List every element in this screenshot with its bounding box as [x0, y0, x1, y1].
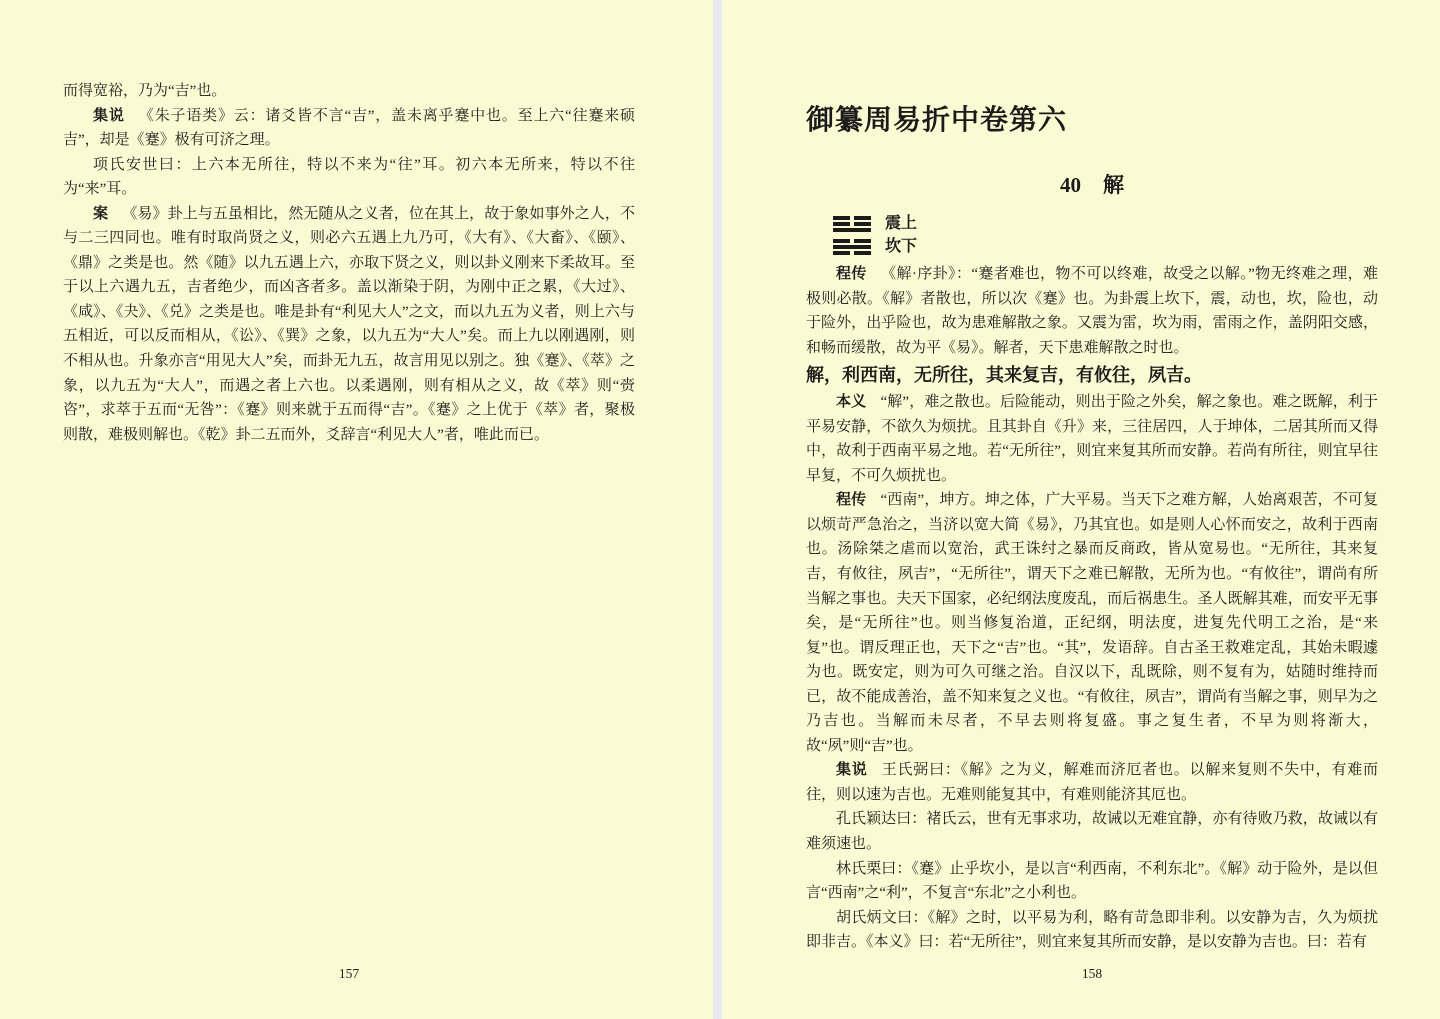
paragraph-label: 本义	[836, 394, 867, 411]
right-page	[806, 104, 1378, 955]
lower-trigram-icon	[833, 239, 871, 255]
paragraph-label: 集说	[836, 762, 868, 779]
upper-trigram-row	[833, 216, 1378, 232]
paragraph-text: 孔氏颖达曰：褚氏云，世有无事求功，故诫以无难宜静，亦有待败乃救，故诫以有难须速也。	[806, 811, 1378, 853]
lower-trigram-row	[833, 239, 1378, 255]
paragraph-label: 程传	[836, 492, 867, 509]
paragraph	[806, 857, 1378, 906]
paragraph-text: 《解·序卦》：“蹇者难也，物不可以终难，故受之以解。”物无终难之理，难极则必散。《解》者散也，所以次《蹇》也。为卦震上坎下，震，动也，坎，险也，动于险外，出乎险也，故为患难解散之象。又震为雷，坎为雨，雷雨之作，盖阴阳交感，和畅而缓散，故为平《易》。解者，天下患难解散之时也。	[806, 266, 1378, 356]
right-page-body	[806, 262, 1378, 955]
page-number-left: 157	[338, 966, 360, 981]
hexagram-block	[833, 216, 1378, 255]
paragraph	[806, 262, 1378, 360]
paragraph	[806, 758, 1378, 807]
paragraph-text: 胡氏炳文曰：《解》之时，以平易为利，略有苛急即非利。以安静为吉，久为烦扰即非吉。《本义》曰：若“无所往”，则宜来复其所而安静，是以安静为吉也。曰：若有	[806, 909, 1378, 951]
page-number-right: 158	[1081, 966, 1103, 981]
chapter-number: 40	[1060, 173, 1081, 197]
paragraph	[63, 104, 635, 153]
paragraph	[806, 906, 1378, 955]
paragraph-text: 《朱子语类》云：诸爻皆不言“吉”，盖未离乎蹇中也。至上六“往蹇来硕吉”，却是《蹇》极有可济之理。	[63, 107, 635, 149]
paragraph-text: 王氏弼曰：《解》之为义，解难而济厄者也。以解来复则不失中，有难而往，则以速为吉也。无难则能复其中，有难则能济其厄也。	[806, 762, 1378, 803]
paragraph	[63, 202, 635, 447]
paragraph-text: 项氏安世曰：上六本无所往，特以不来为“往”耳。初六本无所来，特以不往为“来”耳。	[63, 156, 635, 198]
chapter-heading	[806, 172, 1378, 198]
paragraph-label: 程传	[836, 266, 867, 282]
volume-title: 御纂周易折中卷第六	[806, 105, 1068, 136]
lower-trigram-label: 坎下	[885, 238, 918, 255]
hexagram-statement: 解，利西南，无所往，其来复吉，有攸往，夙吉。	[806, 365, 1202, 386]
left-page	[63, 79, 635, 447]
chapter-name: 解	[1103, 173, 1124, 197]
paragraph-text: “解”，难之散也。后险能动，则出于险之外矣，解之象也。难之既解，利于平易安静，不欲久为烦扰。且其卦自《升》来，三往居四，人于坤体，二居其所而又得中，故利于西南平易之地。若“无所往”，则宜来复其所而安静。若尚有所往，则宜早往早复，不可久烦扰也。	[806, 394, 1378, 484]
paragraph	[806, 807, 1378, 856]
upper-trigram-icon	[833, 216, 871, 232]
paragraph	[63, 79, 635, 104]
paragraph-text: 而得宽裕，乃为“吉”也。	[63, 83, 227, 99]
paragraph	[806, 488, 1378, 758]
page-divider	[713, 0, 722, 1019]
paragraph-text: 林氏栗曰：《蹇》止乎坎小，是以言“利西南，不利东北”。《解》动于险外，是以但言“西南”之“利”，不复言“东北”之小利也。	[806, 860, 1378, 902]
paragraph-text: “西南”，坤方。坤之体，广大平易。当天下之难方解，人始离艰苦，不可复以烦苛严急治之，当济以宽大简《易》，乃其宜也。如是则人心怀而安之，故利于西南也。汤除桀之虐而以宽治，武王诛纣之暴而反商政，皆从宽易也。“无所往，其来复吉，有攸往，夙吉”，“无所往”，谓天下之难已解散，无所为也。“有攸往”，谓尚有所当解之事也。夫天下国家，必纪纲法度废乱，而后祸患生。圣人既解其难，而安平无事矣，是“无所往”也。则当修复治道，正纪纲，明法度，进复先代明工之治，是“来复”也。谓反理正也，天下之“吉”也。“其”，发语辞。自古圣王救难定乱，其始未暇遽为也。既安定，则为可久可继之治。自汉以下，乱既除，则不复有为，姑随时维持而已，故不能成善治，盖不知来复之义也。“有攸往，夙吉”，谓尚有当解之事，则早为之乃吉也。当解而未尽者，不早去则将复盛。事之复生者，不早为则将渐大，故“夙”则“吉”也。	[806, 492, 1378, 754]
upper-trigram-label: 震上	[885, 215, 918, 232]
paragraph-label: 案	[93, 205, 109, 222]
paragraph-label: 集说	[93, 107, 125, 124]
paragraph	[806, 390, 1378, 488]
paragraph	[63, 153, 635, 202]
paragraph-text: 《易》卦上与五虽相比，然无随从之义者，位在其上，故于象如事外之人，不与二三四同也。唯有时取尚贤之义，则必六五遇上九乃可，《大有》、《大畜》、《颐》、《鼎》之类是也。然《随》以九五遇上六，亦取下贤之义，则以卦义刚来下柔故耳。至于以上六遇九五，吉者绝少，而凶吝者多。盖以渐染于阴，为刚中正之累，《大过》、《咸》、《夬》、《兑》之类是也。唯是卦有“利见大人”之文，而以九五为义者，则上六与五相近，可以反而相从，《讼》、《巽》之象，以九五为“大人”矣。而上九以刚遇刚，则不相从也。升象亦言“用见大人”矣，而卦无九五，故言用见以别之。独《蹇》、《萃》之象，以九五为“大人”，而遇之者上六也。以柔遇刚，则有相从之义，故《萃》则“赍咨”，求萃于五而“无咎”：《蹇》则来就于五而得“吉”。《蹇》之上优于《萃》者，聚极则散，难极则解也。《乾》卦二五而外，爻辞言“利见大人”者，唯此而已。	[63, 205, 635, 443]
